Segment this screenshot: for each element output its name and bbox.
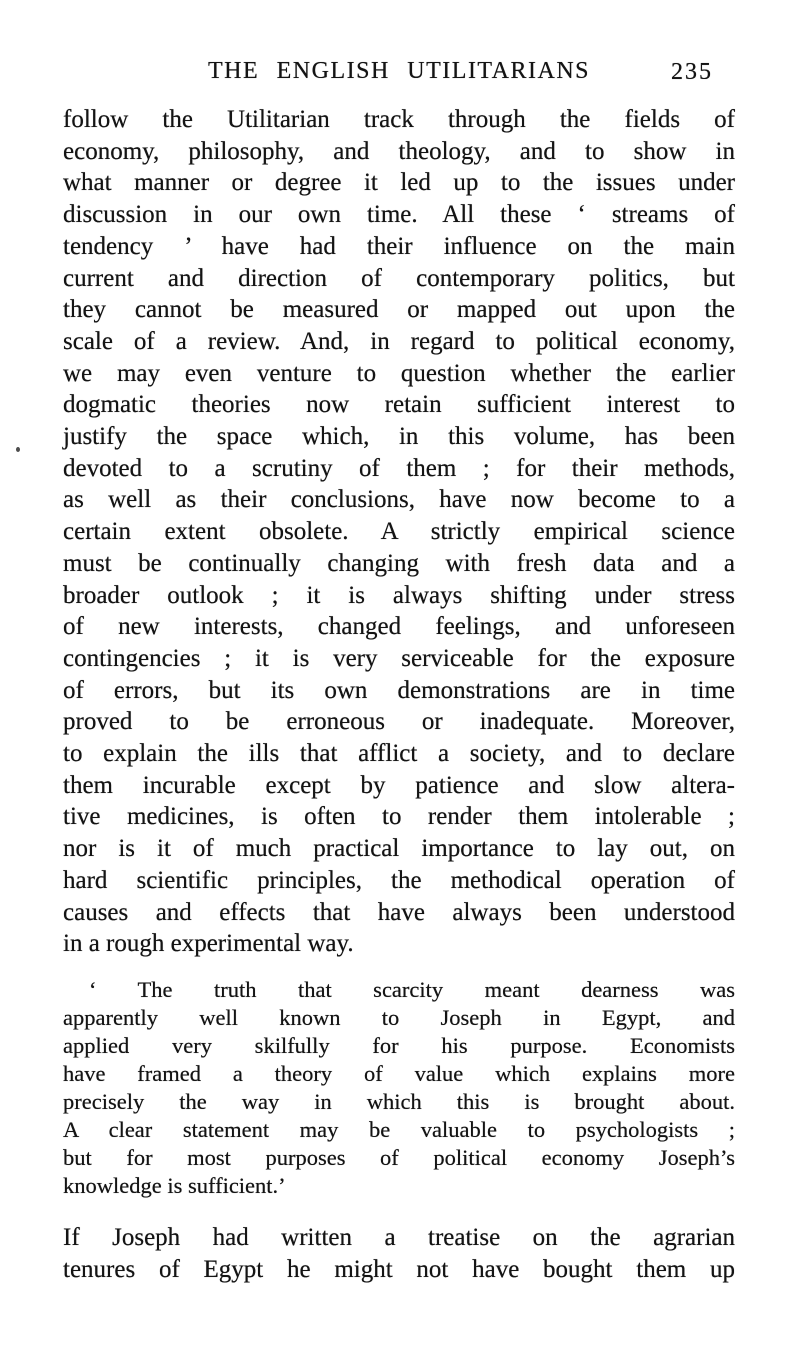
text-line: economy, philosophy, and theology, and to show in (63, 137, 735, 165)
text-line: what manner or degree it led up to the issues under (63, 169, 735, 197)
text-line: discussion in our own time. All these ‘ streams of (63, 201, 735, 229)
quote-paragraph (63, 976, 735, 1200)
text-line: dogmatic theories now retain sufficient interest to (63, 391, 735, 419)
text-line: of errors, but its own demonstrations are in time (63, 676, 735, 704)
text-line: certain extent obsolete. A strictly empirical science (63, 518, 735, 546)
text-line: tenures of Egypt he might not have bought them up (63, 1255, 735, 1283)
text-line: apparently well known to Joseph in Egypt, and (63, 1004, 735, 1030)
body-paragraph-2 (63, 1222, 735, 1285)
text-line: we may even venture to question whether the earlier (63, 359, 735, 387)
text-line: them incurable except by patience and slow altera- (63, 771, 735, 799)
text-line: tive medicines, is often to render them intolerable ; (63, 803, 735, 831)
text-line: as well as their conclusions, have now become to a (63, 486, 735, 514)
text-line: tendency ’ have had their influence on the main (63, 232, 735, 260)
text-line: devoted to a scrutiny of them ; for their methods, (63, 454, 735, 482)
text-line: have framed a theory of value which explains more (63, 1060, 735, 1086)
text-line: A clear statement may be valuable to psychologists ; (63, 1116, 735, 1142)
text-line: broader outlook ; it is always shifting under stress (63, 581, 735, 609)
page-header-title: THE ENGLISH UTILITARIANS (207, 58, 591, 84)
text-line: current and direction of contemporary politics, but (63, 264, 735, 292)
text-line: hard scientific principles, the methodical operation of (63, 866, 735, 894)
text-line: to explain the ills that afflict a society, and to declare (63, 740, 735, 768)
text-line: If Joseph had written a treatise on the agrarian (63, 1223, 735, 1251)
text-line: they cannot be measured or mapped out upon the (63, 296, 735, 324)
text-line: ‘ The truth that scarcity meant dearness was (89, 976, 735, 1002)
text-line: in a rough experimental way. (63, 930, 354, 958)
text-line: contingencies ; it is very serviceable for the exposure (63, 644, 735, 672)
body-paragraph-1 (63, 104, 735, 960)
text-line: justify the space which, in this volume, has been (63, 423, 735, 451)
text-line: of new interests, changed feelings, and unforeseen (63, 613, 735, 641)
text-line: applied very skilfully for his purpose. Economists (63, 1032, 735, 1058)
text-line: proved to be erroneous or inadequate. Moreover, (63, 708, 735, 736)
text-line: precisely the way in which this is brought about. (63, 1088, 735, 1114)
text-line: must be continually changing with fresh data and a (63, 549, 735, 577)
text-line: follow the Utilitarian track through the fields of (63, 106, 735, 133)
running-header (63, 58, 735, 88)
page-number: 235 (671, 59, 713, 85)
text-block (63, 104, 735, 1285)
text-line: but for most purposes of political economy Joseph’s (63, 1144, 735, 1170)
text-line: causes and effects that have always been understood (63, 898, 735, 926)
scan-speck-artifact (16, 447, 20, 452)
text-line: knowledge is sufficient.’ (63, 1172, 286, 1198)
text-line: scale of a review. And, in regard to political economy, (63, 327, 735, 355)
text-line: nor is it of much practical importance to lay out, on (63, 835, 735, 863)
